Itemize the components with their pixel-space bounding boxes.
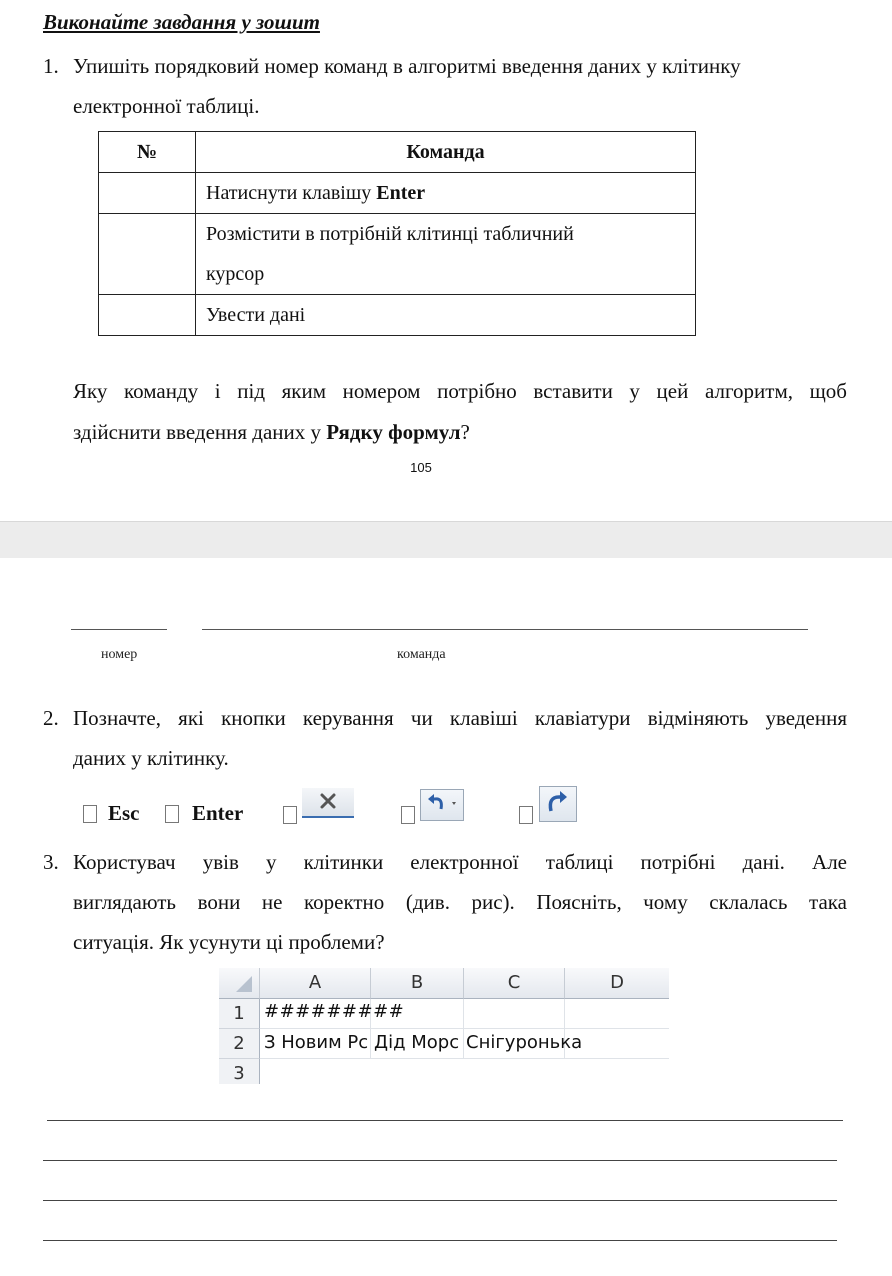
cell-d1: [565, 999, 669, 1029]
table-header-row: [99, 132, 696, 173]
task2-text-line2: даних у клітинку.: [73, 746, 229, 770]
question-text: здійснити введення даних у: [73, 420, 327, 444]
answer-command-line[interactable]: [202, 629, 808, 630]
task3-text-line2: виглядають вони не коректно (див. рис). Поясніть, чому склалась така: [73, 890, 847, 914]
task1-question-line1: Яку команду і під яким номером потрібно вставити у цей алгоритм, щоб: [73, 379, 847, 403]
command-key: Enter: [376, 182, 426, 204]
table-row: [99, 214, 696, 295]
command-text: Розмістити в потрібній клітинці табличний: [206, 223, 574, 245]
writing-line[interactable]: [47, 1120, 843, 1121]
spreadsheet-figure: [219, 968, 669, 1084]
task3-number: 3.: [43, 850, 59, 874]
redo-button-checkbox[interactable]: [519, 806, 533, 824]
enter-checkbox[interactable]: [165, 805, 179, 823]
cancel-x-icon: [302, 788, 354, 818]
page-number: 105: [410, 460, 432, 475]
undo-button-checkbox[interactable]: [401, 806, 415, 824]
cell-a1-value: #########: [264, 1001, 405, 1022]
command-text: Натиснути клавішу: [206, 182, 377, 204]
command-text: курсор: [206, 263, 265, 285]
col-number-header: №: [99, 132, 196, 173]
table-cell-command: [196, 214, 696, 295]
task3-text-line1: Користувач увів у клітинки електронної таблиці потрібні дані. Але: [73, 850, 847, 874]
table-cell-command: Увести дані: [196, 295, 696, 336]
row-header-3: 3: [219, 1059, 260, 1084]
writing-line[interactable]: [43, 1160, 837, 1161]
task3-text-line3: ситуація. Як усунути ці проблеми?: [73, 930, 385, 954]
cell-a2-value: З Новим Рс: [264, 1032, 369, 1053]
cell-c1: [464, 999, 565, 1029]
task2-text-line1: Позначте, які кнопки керування чи клавіші клавіатури відміняють уведення: [73, 706, 847, 730]
redo-icon: [539, 786, 577, 822]
page-heading: Виконайте завдання у зошит: [43, 10, 320, 34]
cell-c2-value: Снігуронька: [466, 1032, 583, 1053]
col-command-header: Команда: [196, 132, 696, 173]
select-all-corner: [219, 968, 260, 999]
enter-option-label: Enter: [192, 801, 244, 825]
table-cell-number: [99, 173, 196, 214]
task1-text-line1: Упишіть порядковий номер команд в алгоритмі введення даних у клітинку: [73, 54, 741, 78]
formula-bar-term: Рядку формул: [326, 420, 461, 444]
task2-number: 2.: [43, 706, 59, 730]
table-cell-number: [99, 295, 196, 336]
esc-option-label: Esc: [108, 801, 140, 825]
answer-command-label: команда: [397, 647, 446, 662]
row-header-2: 2: [219, 1029, 260, 1059]
row-header-1: 1: [219, 999, 260, 1029]
cancel-button-checkbox[interactable]: [283, 806, 297, 824]
column-header-d: D: [565, 968, 669, 999]
page-separator: [0, 521, 892, 558]
undo-icon: [420, 789, 464, 821]
table-cell-number: [99, 214, 196, 295]
task1-text-line2: електронної таблиці.: [73, 94, 260, 118]
esc-checkbox[interactable]: [83, 805, 97, 823]
writing-line[interactable]: [43, 1240, 837, 1241]
task1-question-line2: [73, 412, 470, 452]
table-cell-command: [196, 173, 696, 214]
cell-b2-value: Дід Морс: [374, 1032, 460, 1053]
writing-line[interactable]: [43, 1200, 837, 1201]
task1-number: 1.: [43, 54, 59, 78]
answer-number-line[interactable]: [71, 629, 167, 630]
question-mark: ?: [460, 420, 470, 444]
table-row: [99, 295, 696, 336]
table-row: [99, 173, 696, 214]
column-header-c: C: [464, 968, 565, 999]
column-header-a: A: [260, 968, 371, 999]
command-table: [98, 131, 696, 336]
answer-number-label: номер: [101, 647, 138, 662]
column-header-b: B: [371, 968, 464, 999]
